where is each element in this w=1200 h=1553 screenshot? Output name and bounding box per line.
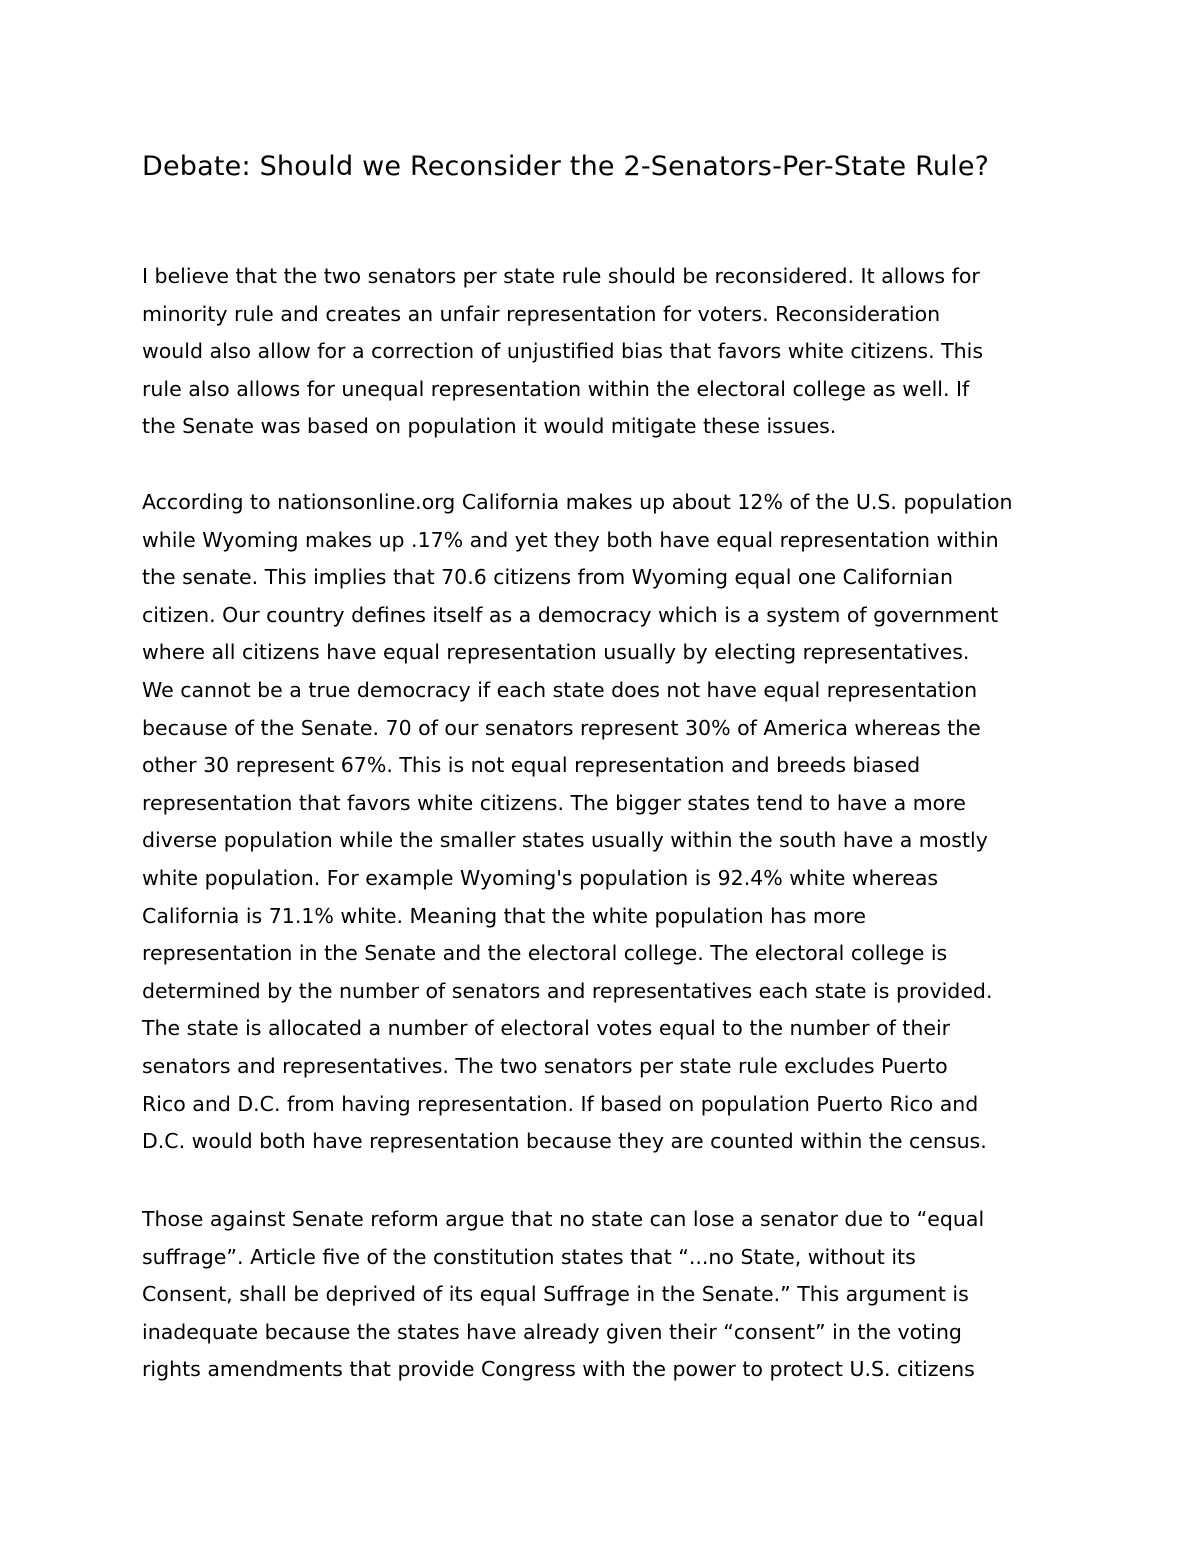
paragraph-line: would also allow for a correction of unjustified bias that favors white citizens. This (142, 339, 984, 364)
paragraph-line: where all citizens have equal representation usually by electing representatives. (142, 640, 970, 665)
paragraph-line: white population. For example Wyoming's population is 92.4% white whereas (142, 865, 939, 890)
document-title: Debate: Should we Reconsider the 2-Senators-Per-State Rule? (142, 151, 990, 182)
paragraph-line: the Senate was based on population it would mitigate these issues. (142, 414, 837, 439)
paragraph-line: other 30 represent 67%. This is not equal representation and breeds biased (142, 753, 921, 778)
paragraph-line: According to nationsonline.org California makes up about 12% of the U.S. population (142, 490, 1013, 514)
paragraph-line: Those against Senate reform argue that no state can lose a senator due to “equal (142, 1207, 985, 1231)
paragraph-line: suffrage”. Article five of the constitution states that “...no State, without its (142, 1244, 916, 1269)
paragraph-line: D.C. would both have representation because they are counted within the census. (142, 1129, 987, 1154)
paragraph-line: while Wyoming makes up .17% and yet they both have equal representation within (142, 527, 999, 552)
paragraph-line: California is 71.1% white. Meaning that the white population has more (142, 903, 866, 928)
paragraph-line: determined by the number of senators and representatives each state is provided. (142, 978, 993, 1003)
paragraph-line: representation in the Senate and the electoral college. The electoral college is (142, 941, 948, 966)
paragraph-line: The state is allocated a number of electoral votes equal to the number of their (142, 1016, 951, 1041)
paragraph-line: rule also allows for unequal representation within the electoral college as well. If (142, 376, 970, 401)
paragraph-line: rights amendments that provide Congress with the power to protect U.S. citizens (142, 1357, 975, 1382)
paragraph-counterargument (142, 1201, 1082, 1389)
paragraph-intro (142, 258, 1082, 446)
paragraph-line: senators and representatives. The two senators per state rule excludes Puerto (142, 1053, 948, 1078)
paragraph-line: inadequate because the states have already given their “consent” in the voting (142, 1319, 962, 1344)
paragraph-evidence (142, 484, 1082, 1161)
paragraph-line: Consent, shall be deprived of its equal Suffrage in the Senate.” This argument is (142, 1282, 969, 1307)
paragraph-line: I believe that the two senators per state rule should be reconsidered. It allows for (142, 264, 980, 288)
paragraph-line: because of the Senate. 70 of our senators represent 30% of America whereas the (142, 715, 981, 740)
paragraph-line: Rico and D.C. from having representation. If based on population Puerto Rico and (142, 1091, 979, 1116)
paragraph-line: the senate. This implies that 70.6 citizens from Wyoming equal one Californian (142, 565, 953, 590)
paragraph-line: diverse population while the smaller states usually within the south have a mostly (142, 828, 988, 853)
paragraph-line: We cannot be a true democracy if each state does not have equal representation (142, 677, 978, 702)
paragraph-line: representation that favors white citizens. The bigger states tend to have a more (142, 790, 966, 815)
paragraph-line: minority rule and creates an unfair representation for voters. Reconsideration (142, 301, 941, 326)
paragraph-line: citizen. Our country defines itself as a democracy which is a system of government (142, 602, 999, 627)
